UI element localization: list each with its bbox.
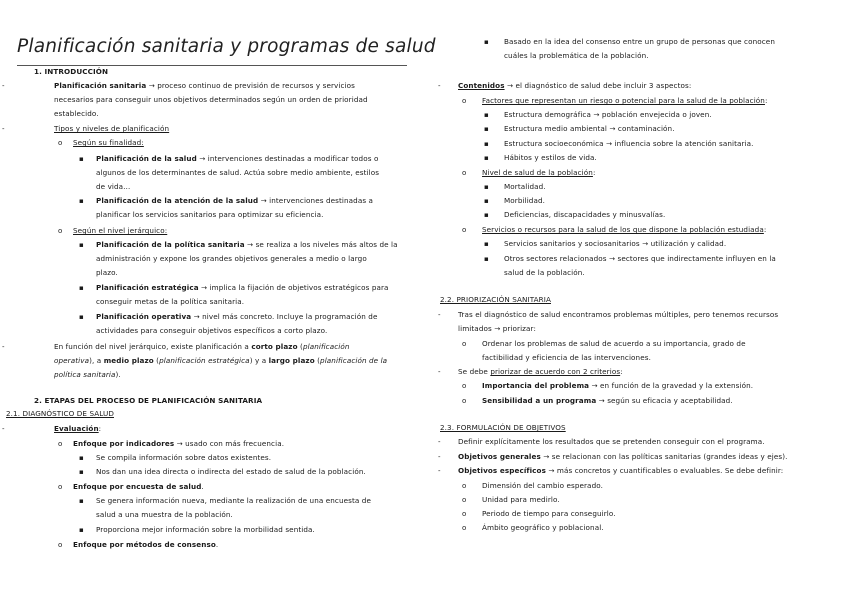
dash-bullet: - xyxy=(438,368,441,376)
text-line: Se genera información nueva, mediante la realización de una encuesta de xyxy=(96,496,371,505)
section-2-2-heading: 2.2. PRIORIZACIÓN SANITARIA xyxy=(440,295,551,304)
square-bullet: ▪ xyxy=(484,125,489,133)
text-line: Planificación de la atención de la salud → intervenciones destinadas a xyxy=(96,196,374,205)
text-line: Otros sectores relacionados → sectores que indirectamente influyen en la xyxy=(504,254,776,263)
text-line: Deficiencias, discapacidades y minusvalías. xyxy=(504,210,666,219)
dash-bullet: - xyxy=(438,311,441,319)
square-bullet: ▪ xyxy=(484,197,489,205)
text-line: Dimensión del cambio esperado. xyxy=(482,481,603,490)
page-title: Planificación sanitaria y programas de salud xyxy=(17,36,436,57)
text-line: Mortalidad. xyxy=(504,182,546,191)
square-bullet: ▪ xyxy=(484,183,489,191)
circle-bullet: o xyxy=(462,226,467,234)
square-bullet: ▪ xyxy=(484,140,489,148)
circle-bullet: o xyxy=(462,482,467,490)
square-bullet: ▪ xyxy=(484,255,489,263)
text-line: conseguir metas de la política sanitaria. xyxy=(96,297,245,306)
text-line: Hábitos y estilos de vida. xyxy=(504,153,597,162)
dash-bullet: - xyxy=(438,467,441,475)
text-line: Se compila información sobre datos existentes. xyxy=(96,453,272,462)
text-line: Sensibilidad a un programa → según su eficacia y aceptabilidad. xyxy=(482,396,733,405)
text-line: Estructura demográfica → población envejecida o joven. xyxy=(504,110,712,119)
text-line: En función del nivel jerárquico, existe planificación a corto plazo (planificación xyxy=(54,342,350,351)
text-line: Según el nivel jerárquico: xyxy=(73,226,168,235)
text-line: planificar los servicios sanitarios para optimizar su eficiencia. xyxy=(96,210,324,219)
text-line: salud a una muestra de la población. xyxy=(96,510,233,519)
circle-bullet: o xyxy=(58,483,63,491)
circle-bullet: o xyxy=(462,510,467,518)
text-line: limitados → priorizar: xyxy=(458,324,537,333)
circle-bullet: o xyxy=(58,139,63,147)
circle-bullet: o xyxy=(462,169,467,177)
text-line: Nivel de salud de la población: xyxy=(482,168,596,177)
text-line: Estructura medio ambiental → contaminación. xyxy=(504,124,675,133)
text-line: factibilidad y eficiencia de las intervenciones. xyxy=(482,353,651,362)
text-line: Importancia del problema → en función de la gravedad y la extensión. xyxy=(482,381,754,390)
text-line: Definir explícitamente los resultados que se pretenden conseguir con el programa. xyxy=(458,437,765,446)
text-line: Enfoque por indicadores → usado con más frecuencia. xyxy=(73,439,285,448)
text-line: Enfoque por métodos de consenso. xyxy=(73,540,219,549)
square-bullet: ▪ xyxy=(79,284,84,292)
square-bullet: ▪ xyxy=(79,454,84,462)
text-line: Servicios sanitarios y sociosanitarios → utilización y calidad. xyxy=(504,239,727,248)
square-bullet: ▪ xyxy=(484,240,489,248)
square-bullet: ▪ xyxy=(484,38,489,46)
dash-bullet: - xyxy=(2,343,5,351)
square-bullet: ▪ xyxy=(484,154,489,162)
text-line: Nos dan una idea directa o indirecta del estado de salud de la población. xyxy=(96,467,366,476)
text-line: Enfoque por encuesta de salud. xyxy=(73,482,204,491)
text-line: Planificación operativa → nivel más concreto. Incluye la programación de xyxy=(96,312,378,321)
text-line: Ordenar los problemas de salud de acuerdo a su importancia, grado de xyxy=(482,339,746,348)
circle-bullet: o xyxy=(462,97,467,105)
text-line: algunos de los determinantes de salud. Actúa sobre medio ambiente, estilos xyxy=(96,168,380,177)
square-bullet: ▪ xyxy=(484,111,489,119)
square-bullet: ▪ xyxy=(79,197,84,205)
text-line: Planificación de la salud → intervenciones destinadas a modificar todos o xyxy=(96,154,379,163)
text-line: Estructura socioeconómica → influencia sobre la atención sanitaria. xyxy=(504,139,754,148)
text-line: actividades para conseguir objetivos específicos a corto plazo. xyxy=(96,326,328,335)
square-bullet: ▪ xyxy=(79,155,84,163)
circle-bullet: o xyxy=(462,340,467,348)
text-line: Se debe priorizar de acuerdo con 2 criterios: xyxy=(458,367,623,376)
square-bullet: ▪ xyxy=(484,211,489,219)
text-line: necesarios para conseguir unos objetivos determinados según un orden de prioridad xyxy=(54,95,368,104)
text-line: cuáles la problemática de la población. xyxy=(504,51,649,60)
dash-bullet: - xyxy=(2,425,5,433)
dash-bullet: - xyxy=(438,438,441,446)
square-bullet: ▪ xyxy=(79,313,84,321)
text-line: Unidad para medirlo. xyxy=(482,495,560,504)
section-2-1-heading: 2.1. DIAGNÓSTICO DE SALUD xyxy=(6,409,114,418)
text-line: operativa), a medio plazo (planificación estratégica) y a largo plazo (planificación de la xyxy=(54,356,388,365)
text-line: Planificación de la política sanitaria → se realiza a los niveles más altos de la xyxy=(96,240,398,249)
text-line: establecido. xyxy=(54,109,99,118)
text-line: Factores que representan un riesgo o potencial para la salud de la población: xyxy=(482,96,768,105)
text-line: plazo. xyxy=(96,268,118,277)
text-line: de vida… xyxy=(96,182,131,191)
circle-bullet: o xyxy=(462,397,467,405)
text-line: salud de la población. xyxy=(504,268,585,277)
text-line: Servicios o recursos para la salud de los que dispone la población estudiada: xyxy=(482,225,767,234)
dash-bullet: - xyxy=(2,82,5,90)
square-bullet: ▪ xyxy=(79,497,84,505)
text-line: Según su finalidad: xyxy=(73,138,144,147)
text-line: Proporciona mejor información sobre la morbilidad sentida. xyxy=(96,525,315,534)
section-1-heading: 1. INTRODUCCIÓN xyxy=(34,67,109,76)
subsection-tipos: Tipos y niveles de planificación xyxy=(54,124,170,133)
text-line: administración y expone los grandes objetivos generales a medio o largo xyxy=(96,254,367,263)
dash-bullet: - xyxy=(2,125,5,133)
text-line: Ámbito geográfico y poblacional. xyxy=(482,523,604,532)
circle-bullet: o xyxy=(462,382,467,390)
text-line: Periodo de tiempo para conseguirlo. xyxy=(482,509,616,518)
square-bullet: ▪ xyxy=(79,526,84,534)
text-line: Planificación sanitaria → proceso continuo de previsión de recursos y servicios xyxy=(54,81,355,90)
text-line: Planificación estratégica → implica la fijación de objetivos estratégicos para xyxy=(96,283,389,292)
text-line: Morbilidad. xyxy=(504,196,546,205)
square-bullet: ▪ xyxy=(79,241,84,249)
text-line: Contenidos → el diagnóstico de salud debe incluir 3 aspectos: xyxy=(458,81,692,90)
text-line: Basado en la idea del consenso entre un grupo de personas que conocen xyxy=(504,37,775,46)
text-line: política sanitaria). xyxy=(54,370,121,379)
dash-bullet: - xyxy=(438,82,441,90)
text-line: Tras el diagnóstico de salud encontramos problemas múltiples, pero tenemos recursos xyxy=(458,310,779,319)
circle-bullet: o xyxy=(58,440,63,448)
circle-bullet: o xyxy=(462,496,467,504)
section-2-heading: 2. ETAPAS DEL PROCESO DE PLANIFICACIÓN SANITARIA xyxy=(34,396,263,405)
circle-bullet: o xyxy=(462,524,467,532)
text-line: Objetivos específicos → más concretos y cuantificables o evaluables. Se debe definir: xyxy=(458,466,784,475)
square-bullet: ▪ xyxy=(79,468,84,476)
dash-bullet: - xyxy=(438,453,441,461)
text-line: Evaluación: xyxy=(54,424,102,433)
section-2-3-heading: 2.3. FORMULACIÓN DE OBJETIVOS xyxy=(440,423,566,432)
text-line: Objetivos generales → se relacionan con las políticas sanitarias (grandes ideas y ejes). xyxy=(458,452,788,461)
circle-bullet: o xyxy=(58,227,63,235)
circle-bullet: o xyxy=(58,541,63,549)
